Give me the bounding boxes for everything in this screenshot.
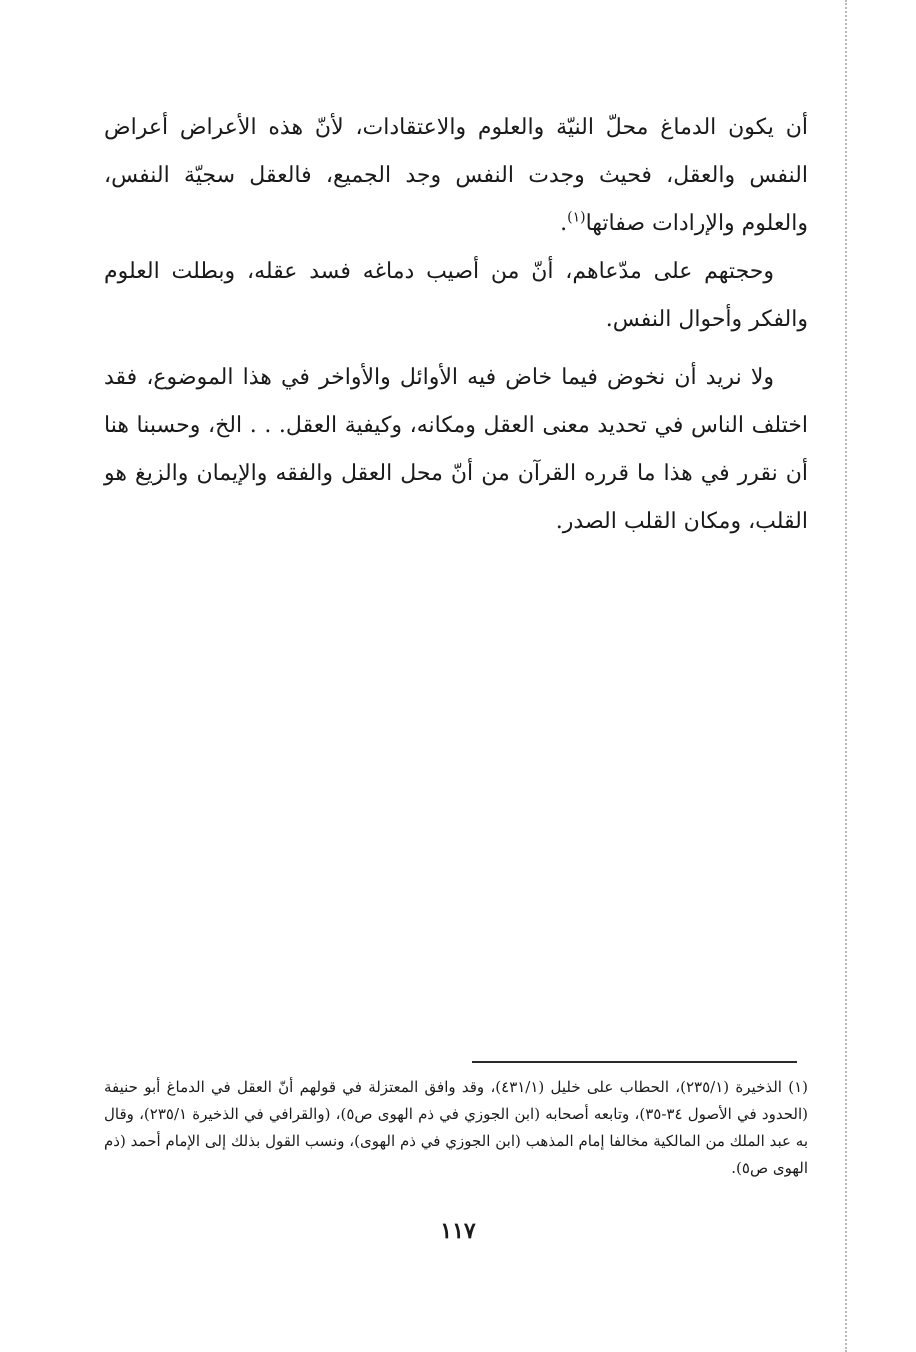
page-number: ١١٧	[440, 1218, 476, 1244]
paragraph-1-end: .	[560, 211, 568, 236]
paragraph-1	[104, 104, 808, 248]
footnote-1: (١) الذخيرة (٢٣٥/١)، الحطاب على خليل (٤٣١/١)، وقد وافق المعتزلة في قولهم أنّ العقل في الدماغ أبو حنيفة (الحدود في الأصول ٣٤-٣٥)، وتابعه أصحابه (ابن الجوزي في ذم الهوى ص٥)، (والقرافي في الذخيرة ٢٣٥/١)، وقال به عبد الملك من المالكية مخالفا إمام المذهب (ابن الجوزي في ذم الهوى)، ونسب القول بذلك إلى الإمام أحمد (ذم الهوى ص٥).	[104, 1078, 808, 1177]
paragraph-2: وحجتهم على مدّعاهم، أنّ من أصيب دماغه فسد عقله، وبطلت العلوم والفكر وأحوال النفس.	[104, 259, 808, 332]
footnote-reference: (١)	[567, 209, 586, 226]
footnote-separator	[472, 1061, 797, 1063]
margin-dotted-line	[845, 0, 847, 1352]
paragraph-1-text: أن يكون الدماغ محلّ النيّة والعلوم والاعتقادات، لأنّ هذه الأعراض أعراض النفس والعقل، فحيث وجدت النفس وجد الجميع، فالعقل سجيّة النفس، والعلوم والإرادات صفاتها	[104, 115, 808, 236]
footnotes	[104, 1074, 808, 1182]
paragraph-3: ولا نريد أن نخوض فيما خاض فيه الأوائل والأواخر في هذا الموضوع، فقد اختلف الناس في تحديد معنى العقل ومكانه، وكيفية العقل. . . الخ، وحسبنا هنا أن نقرر في هذا ما قرره القرآن من أنّ محل العقل والفقه والإيمان والزيغ هو القلب، ومكان القلب الصدر.	[104, 365, 808, 534]
body-text	[104, 104, 808, 546]
